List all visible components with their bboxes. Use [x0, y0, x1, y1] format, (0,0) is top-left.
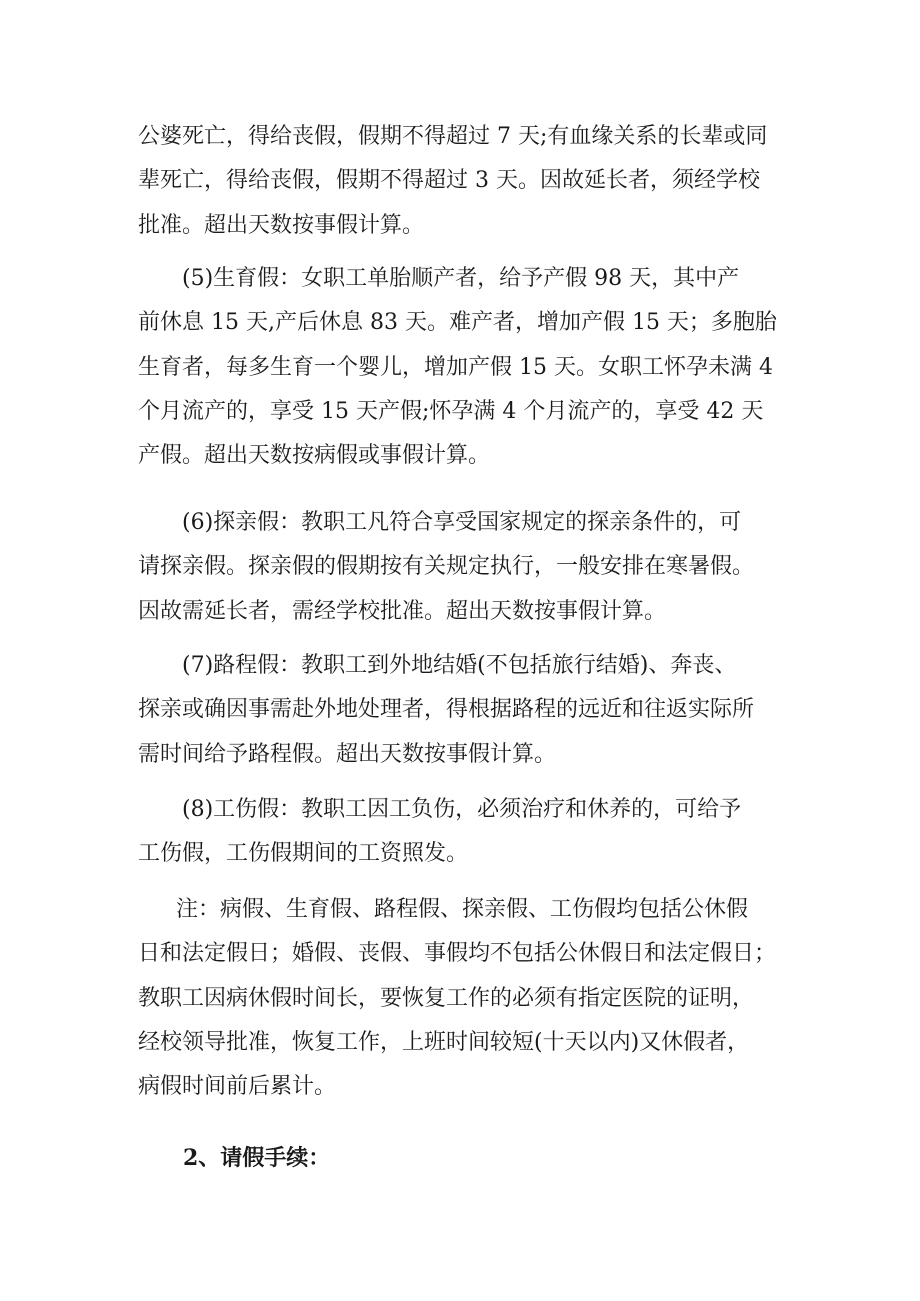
text-line: 注：病假、生育假、路程假、探亲假、工伤假均包括公休假 — [176, 897, 749, 922]
text-line: 工伤假，工伤假期间的工资照发。 — [138, 841, 469, 867]
text-line: (5)生育假：女职工单胎顺产者，给予产假 98 天，其中产 — [182, 266, 740, 291]
text-line: 辈死亡，得给丧假，假期不得超过 3 天。因故延长者，须经学校 — [138, 168, 760, 194]
text-line: 病假时间前后累计。 — [138, 1074, 337, 1100]
text-line: 前休息 15 天,产后休息 83 天。难产者，增加产假 15 天；多胞胎 — [138, 310, 777, 336]
text-line: (7)路程假：教职工到外地结婚(不包括旅行结婚)、奔丧、 — [182, 653, 737, 678]
text-line: 请探亲假。探亲假的假期按有关规定执行，一般安排在寒暑假。 — [138, 554, 755, 580]
paragraph-travel-leave — [138, 644, 798, 777]
paragraph-family-visit-leave — [138, 501, 798, 634]
text-line: 需时间给予路程假。超出天数按事假计算。 — [138, 741, 557, 767]
text-line: 产假。超出天数按病假或事假计算。 — [138, 443, 491, 469]
text-line: (8)工伤假：教职工因工负伤，必须治疗和休养的，可给予 — [182, 797, 742, 822]
text-line: 因故需延长者，需经学校批准。超出天数按事假计算。 — [138, 598, 667, 624]
text-line: 个月流产的，享受 15 天产假;怀孕满 4 个月流产的，享受 42 天 — [138, 398, 764, 424]
text-line: 公婆死亡，得给丧假，假期不得超过 7 天;有血缘关系的长辈或同 — [138, 124, 768, 149]
paragraph-injury-leave — [138, 788, 798, 877]
text-line: 批准。超出天数按事假计算。 — [138, 212, 425, 238]
section-heading-leave-procedure: 2、请假手续： — [183, 1145, 331, 1171]
text-line: 生育者，每多生育一个婴儿，增加产假 15 天。女职工怀孕未满 4 — [138, 354, 773, 380]
text-line: 探亲或确因事需赴外地处理者，得根据路程的远近和往返实际所 — [138, 697, 755, 723]
text-line: 经校领导批准，恢复工作，上班时间较短(十天以内)又休假者， — [138, 1029, 750, 1055]
text-line: 教职工因病休假时间长，要恢复工作的必须有指定医院的证明， — [138, 985, 755, 1011]
paragraph-note — [138, 888, 798, 1109]
paragraph-bereavement-leave-continued — [138, 115, 798, 248]
text-line: (6)探亲假：教职工凡符合享受国家规定的探亲条件的，可 — [182, 510, 742, 535]
text-line: 日和法定假日；婚假、丧假、事假均不包括公休假日和法定假日； — [138, 941, 777, 967]
paragraph-maternity-leave — [138, 257, 798, 478]
